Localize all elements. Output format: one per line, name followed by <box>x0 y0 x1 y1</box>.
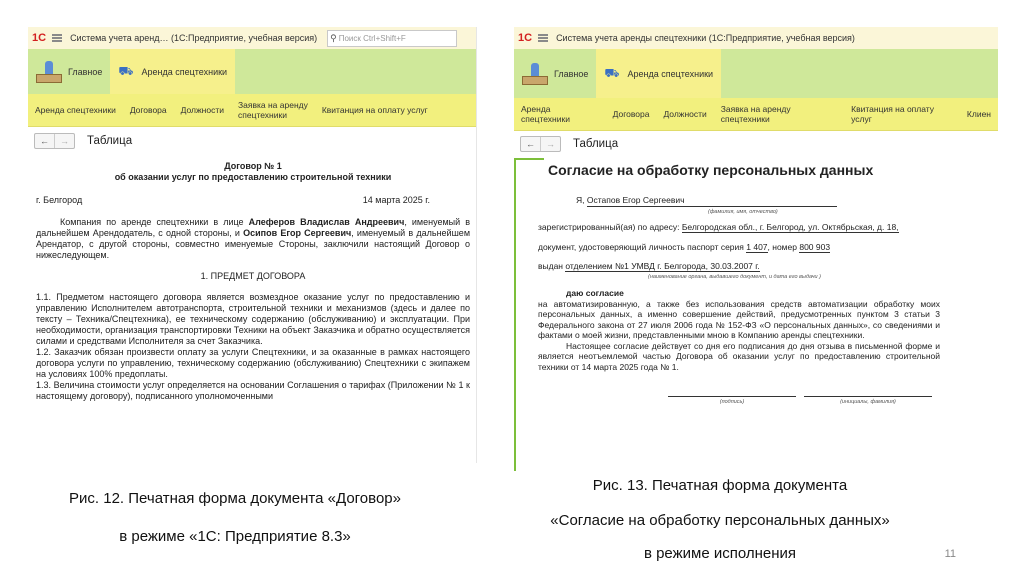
contract-date: 14 марта 2025 г. <box>362 195 430 205</box>
contract-intro: Компания по аренде спецтехники в лице Алеферов Владислав Андреевич, именуемый в дальнейшем Арендодатель, с одной стороны, и Осипов Егор Сергеевич, именуемый в дальнейшем Арендатор, с другой стороны, совместно именуемые Стороны, заключили настоящий Договор о нижеследующем. <box>36 217 471 260</box>
consent-title: Согласие на обработку персональных данных <box>548 162 874 178</box>
top-accent-line <box>514 158 544 160</box>
title-bar <box>514 27 998 50</box>
initials-line <box>804 390 932 397</box>
form-header <box>28 128 476 154</box>
forward-button[interactable]: → <box>540 137 560 151</box>
subnav-item-request[interactable]: Заявка на аренду спецтехники <box>720 104 791 124</box>
caption-fig12-line2: в режиме «1С: Предприятие 8.3» <box>119 528 351 545</box>
signature-line <box>668 390 796 397</box>
section-heading: 1. ПРЕДМЕТ ДОГОВОРА <box>200 271 306 281</box>
subnav-item-rental[interactable]: Аренда спецтехники <box>521 104 570 124</box>
caption-fig13-line2: «Согласие на обработку персональных данных» <box>550 512 890 529</box>
caption-fig13-line3: в режиме исполнения <box>643 545 797 562</box>
screenshot-consent <box>514 27 998 471</box>
section-rental[interactable] <box>596 49 721 98</box>
contract-subtitle: об оказании услуг по предоставлению строительной техники <box>114 172 392 182</box>
person-field: Остапов Егор Сергеевич <box>587 195 837 207</box>
section-rental-label: Аренда спецтехники <box>627 68 714 79</box>
hint-issued: (наименование органа, выдавшего документ, и дата его выдачи ) <box>648 273 821 280</box>
subnav-item-positions[interactable]: Должности <box>663 109 707 119</box>
home-icon <box>522 63 548 85</box>
section-rental[interactable] <box>110 49 235 94</box>
consent-phrase: даю согласие <box>566 288 624 298</box>
clause-1-2: 1.2. Заказчик обязан произвести оплату за услуги Спецтехники, и за оказанные в рамках настоящего договора услуги по управлению, техническому содержанию (обслуживанию) Спецтехники с экипажем на условиях 100% предоплаты. <box>36 347 470 379</box>
1c-logo: 1С <box>518 32 533 44</box>
address-line: зарегистрированный(ая) по адресу: Белгородская обл., г. Белгород, ул. Октябрьская, д. 18, <box>538 222 899 232</box>
section-main[interactable] <box>514 49 596 98</box>
forward-button[interactable]: → <box>54 134 74 148</box>
subnav-bar <box>28 94 476 127</box>
truck-icon: ⛟ <box>604 65 620 80</box>
passport-series: 1 407 <box>746 241 768 252</box>
lessor-name: Алеферов Владислав Андреевич <box>248 217 405 227</box>
section-rental-label: Аренда спецтехники <box>141 66 228 77</box>
back-button[interactable]: ← <box>526 139 535 149</box>
screenshot-contract <box>28 27 477 463</box>
passport-line: документ, удостоверяющий личность паспорт серия 1 407, номер 800 903 <box>538 241 831 252</box>
title-bar <box>28 27 476 50</box>
initials-hint: (инициалы, фамилия) <box>840 399 896 405</box>
passport-number: 800 903 <box>799 241 831 252</box>
hint-name: (фамилия, имя, отчество) <box>708 208 778 215</box>
contract-document <box>36 161 470 402</box>
caption-fig12-line1: Рис. 12. Печатная форма документа «Договор» <box>69 490 401 507</box>
form-title: Таблица <box>87 135 133 147</box>
search-icon: ⚲ <box>330 32 337 43</box>
subnav-item-clients[interactable]: Клиен <box>966 109 991 119</box>
section-main[interactable] <box>28 49 110 94</box>
subnav-item-positions[interactable]: Должности <box>180 105 224 115</box>
left-accent-line <box>514 158 516 471</box>
signature-block <box>538 390 940 397</box>
signature-hints <box>538 397 940 408</box>
clause-1-3: 1.3. Величина стоимости услуг определяется на основании Соглашения о тарифах (Приложении № 1 к настоящему договору), подписанного уполномоченными <box>36 380 470 401</box>
contract-city: г. Белгород <box>36 195 83 205</box>
sections-panel <box>514 49 998 98</box>
subnav-item-receipt[interactable]: Квитанция на оплату услуг <box>851 104 935 124</box>
search-input[interactable] <box>327 30 457 47</box>
app-title: Система учета аренды спецтехники (1С:Предприятие, учебная версия) <box>556 33 855 43</box>
form-header <box>514 131 998 157</box>
subnav-item-request[interactable]: Заявка на аренду спецтехники <box>238 100 308 120</box>
app-title: Система учета аренд… (1С:Предприятие, учебная версия) <box>70 33 318 43</box>
consent-body: на автоматизированную, а также без использования средств автоматизации обработку моих персональных данных, а именно совершение действий, предусмотренных пунктом 3 статьи 3 Федерального закона от 27 июля 2006 года № 152-ФЗ «О персональных данных», со сведениями и фактами о моей жизни, представленными мною в Компанию аренды спецтехники. <box>538 298 940 340</box>
subnav-item-receipt[interactable]: Квитанция на оплату услуг <box>321 105 428 115</box>
section-main-label: Главное <box>554 68 589 79</box>
person-line: Я, Остапов Егор Сергеевич <box>538 195 940 207</box>
caption-fig13-line1: Рис. 13. Печатная форма документа <box>592 477 848 494</box>
lessee-name: Осипов Егор Сергеевич <box>243 228 352 238</box>
subnav-item-rental[interactable]: Аренда спецтехники <box>35 105 116 115</box>
address-field: Белгородская обл., г. Белгород, ул. Октябрьская, д. 18, <box>681 222 899 232</box>
sign-hint: (подпись) <box>719 399 745 405</box>
subnav-item-contracts[interactable]: Договора <box>612 109 650 119</box>
subnav-item-contracts[interactable]: Договора <box>129 105 167 115</box>
1c-logo: 1С <box>32 32 47 44</box>
back-button[interactable]: ← <box>40 136 49 146</box>
search-placeholder: Поиск Ctrl+Shift+F <box>338 33 406 43</box>
clause-1-1: 1.1. Предметом настоящего договора является возмездное оказание услуг по предоставлению и управлению Исполнителем автотранспорта, строительной техники и механизмов (здесь и далее по тексту – Техника/Спецтехника), ее техническому содержанию (обслуживанию) и эксплуатации. При необходимости, организация транспортировки Техники на объект Заказчика и обратно осуществляется силами и средствами Исполнителя за счет Заказчика. <box>36 292 470 346</box>
sections-panel <box>28 49 476 94</box>
menu-icon[interactable] <box>538 34 548 42</box>
section-main-label: Главное <box>68 66 103 77</box>
issued-field: отделением №1 УМВД г. Белгорода, 30.03.2007 г. <box>565 261 760 271</box>
menu-icon[interactable] <box>52 34 62 42</box>
home-icon <box>36 61 62 83</box>
subnav-bar <box>514 98 998 131</box>
issued-line: выдан отделением №1 УМВД г. Белгорода, 30.03.2007 г. <box>538 261 760 271</box>
consent-validity: Настоящее согласие действует со дня его подписания до дня отзыва в письменной форме и является неотъемлемой частью Договора об оказании услуг по предоставлению строительной техники от 14 марта 2025 года № 1. <box>538 340 940 372</box>
page-number: 11 <box>944 548 956 560</box>
truck-icon: ⛟ <box>118 63 134 78</box>
contract-title: Договор № 1 <box>224 161 282 171</box>
consent-document <box>538 161 940 408</box>
form-title: Таблица <box>573 138 619 150</box>
